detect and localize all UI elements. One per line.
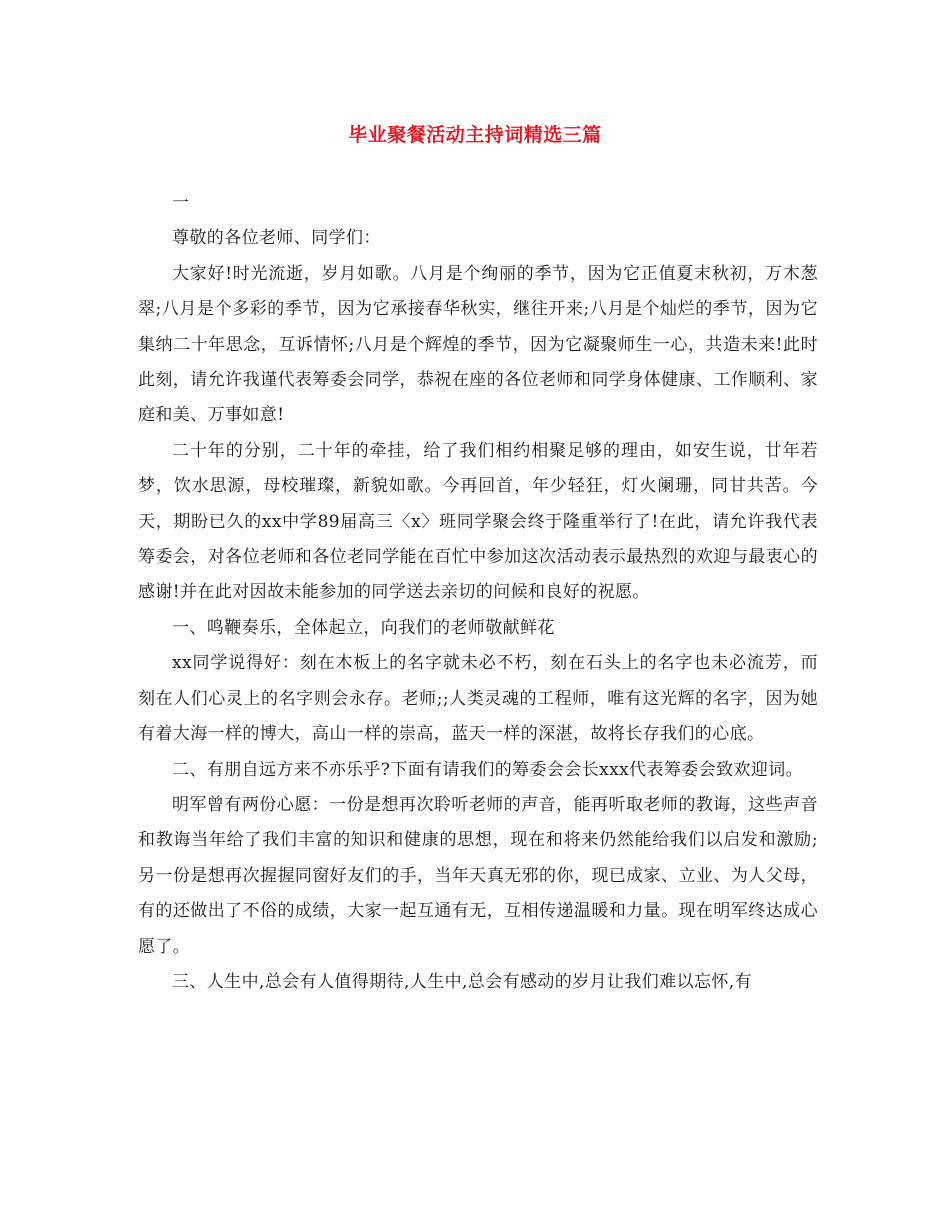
paragraph-wishes: 明军曾有两份心愿：一份是想再次聆听老师的声音，能再听取老师的教诲，这些声音和教诲当年给了我们丰富的知识和健康的思想，现在和将来仍然能给我们以启发和激励;另一份是想再次握握同窗好友们的手，当年天真无邪的你，现已成家、立业、为人父母，有的还做出了不俗的成绩，大家一起互通有无，互相传递温暖和力量。现在明军终达成心愿了。 bbox=[138, 794, 818, 957]
salutation: 尊敬的各位老师、同学们： bbox=[172, 228, 381, 249]
item-heading-three: 三、人生中,总会有人值得期待,人生中,总会有感动的岁月让我们难以忘怀,有 bbox=[172, 971, 753, 992]
paragraph-greeting: 大家好!时光流逝，岁月如歌。八月是个绚丽的季节，因为它正值夏末秋初，万木葱翠;八月是个多彩的季节，因为它承接春华秋实，继往开来;八月是个灿烂的季节，因为它集纳二十年思念，互诉情怀;八月是个辉煌的季节，因为它凝聚师生一心，共造未来!此时此刻，请允许我谨代表筹委会同学，恭祝在座的各位老师和同学身体健康、工作顺利、家庭和美、万事如意! bbox=[138, 263, 818, 426]
paragraph-teacher-tribute: xx同学说得好：刻在木板上的名字就未必不朽，刻在石头上的名字也未必流芳，而刻在人们心灵上的名字则会永存。老师;;人类灵魂的工程师，唯有这光辉的名字，因为她有着大海一样的博大，高山一样的崇高，蓝天一样的深湛，故将长存我们的心底。 bbox=[138, 653, 818, 745]
paragraph-reunion: 二十年的分别，二十年的牵挂，给了我们相约相聚足够的理由，如安生说，廿年若梦，饮水思源，母校璀璨，新貌如歌。今再回首，年少轻狂，灯火阑珊，同甘共苦。今天，期盼已久的xx中学89届高三〈x〉班同学聚会终于隆重举行了!在此，请允许我代表筹委会，对各位老师和各位老同学能在百忙中参加这次活动表示最热烈的欢迎与最衷心的感谢!并在此对因故未能参加的同学送去亲切的问候和良好的祝愿。 bbox=[138, 440, 818, 603]
item-heading-two: 二、有朋自远方来不亦乐乎?下面有请我们的筹委会会长xxx代表筹委会致欢迎词。 bbox=[172, 759, 804, 780]
document-body bbox=[138, 186, 818, 1000]
item-heading-one: 一、鸣鞭奏乐，全体起立，向我们的老师敬献鲜花 bbox=[172, 617, 555, 638]
document-title: 毕业聚餐活动主持词精选三篇 bbox=[348, 124, 602, 146]
section-marker-one: 一 bbox=[172, 193, 190, 213]
